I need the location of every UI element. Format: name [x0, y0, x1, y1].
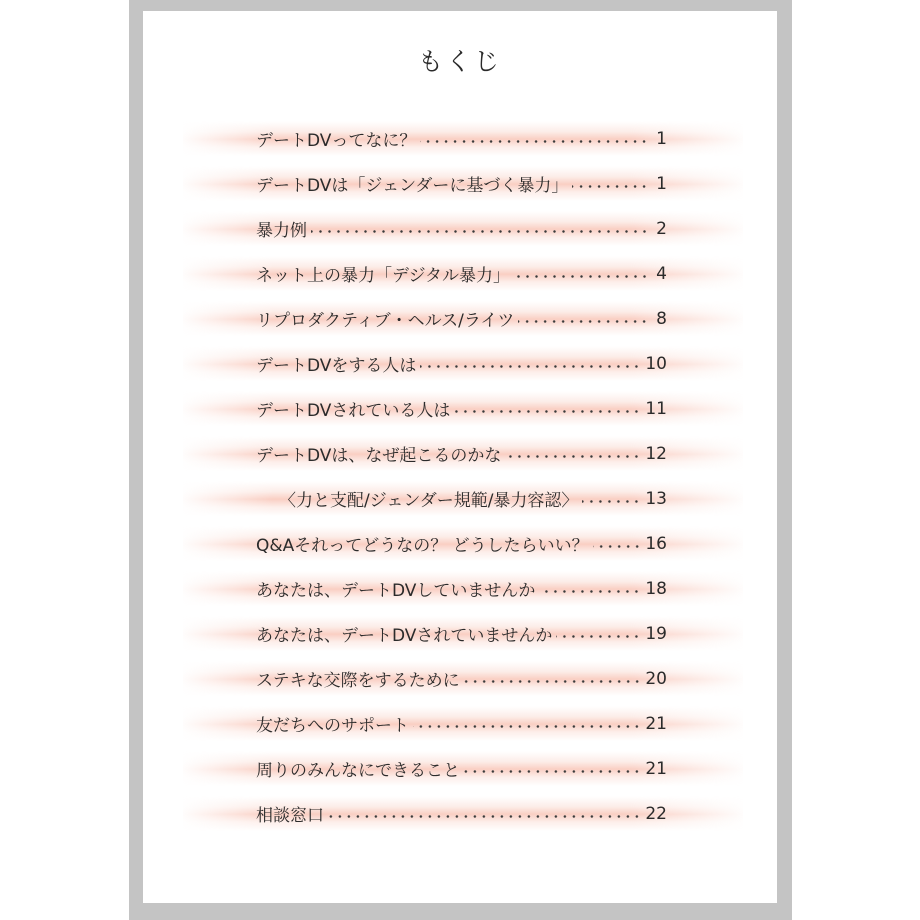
- dot-leader: [311, 230, 649, 233]
- dot-leader: [593, 545, 642, 548]
- dot-leader: [464, 680, 642, 683]
- toc-row[interactable]: [143, 296, 777, 341]
- toc-row[interactable]: [143, 161, 777, 206]
- toc-entry-title: 〈力と支配/ジェンダー規範/暴力容認〉: [279, 491, 579, 511]
- toc-entry-title: リプロダクティブ・ヘルス/ライツ: [256, 311, 515, 331]
- toc-row[interactable]: [143, 431, 777, 476]
- toc-row[interactable]: [143, 701, 777, 746]
- toc-entry-title: デートDVをする人は: [256, 356, 417, 376]
- toc-entry[interactable]: [256, 161, 667, 206]
- dot-leader: [505, 455, 641, 458]
- dot-leader: [464, 770, 641, 773]
- toc-entry[interactable]: [256, 521, 667, 566]
- toc-page-number: 20: [645, 668, 667, 689]
- dot-leader: [572, 185, 649, 188]
- toc-entry-title: 友だちへのサポート: [256, 716, 409, 736]
- page-title: もくじ: [417, 47, 502, 76]
- dot-leader: [518, 320, 649, 323]
- toc-page-number: 13: [645, 488, 667, 509]
- toc-page-number: 22: [645, 803, 667, 824]
- toc-entry-title: Q&Aそれってどうなの？ どうしたらいい？: [256, 536, 589, 556]
- toc-row[interactable]: [143, 656, 777, 701]
- toc-entry-title: デートDVってなに？: [256, 131, 417, 151]
- toc-page-number: 1: [656, 128, 667, 149]
- dot-leader: [420, 365, 641, 368]
- toc-page-number: 21: [645, 713, 667, 734]
- toc-entry-title: ステキな交際をするために: [256, 671, 460, 691]
- dot-leader: [420, 140, 649, 143]
- toc-entry-title: 相談窓口: [256, 806, 324, 826]
- toc-entry[interactable]: [256, 611, 667, 656]
- toc-entry[interactable]: [256, 116, 667, 161]
- toc-entry-title: ネット上の暴力「デジタル暴力」: [256, 266, 510, 286]
- toc-row[interactable]: [143, 746, 777, 791]
- toc-row[interactable]: [143, 611, 777, 656]
- toc-page-number: 2: [656, 218, 667, 239]
- toc-page-number: 16: [645, 533, 667, 554]
- dot-leader: [514, 275, 649, 278]
- toc-entry[interactable]: [256, 206, 667, 251]
- toc-entry-title: あなたは、デートDVしていませんか: [256, 581, 536, 601]
- page-frame: [129, 0, 792, 920]
- toc-entry[interactable]: [256, 656, 667, 701]
- toc-page-number: 11: [645, 398, 667, 419]
- toc-entry-title: デートDVは、なぜ起こるのかな: [256, 446, 502, 466]
- toc-entry-title: デートDVは「ジェンダーに基づく暴力」: [256, 176, 569, 196]
- toc-entry-title: デートDVされている人は: [256, 401, 451, 421]
- toc-row[interactable]: [143, 566, 777, 611]
- toc-entry[interactable]: [256, 791, 667, 836]
- dot-leader: [454, 410, 641, 413]
- table-of-contents: [143, 116, 777, 836]
- toc-page-number: 10: [645, 353, 667, 374]
- toc-entry-title: あなたは、デートDVされていませんか: [256, 626, 553, 646]
- toc-row[interactable]: [143, 521, 777, 566]
- dot-leader: [328, 815, 641, 818]
- toc-entry-title: 暴力例: [256, 221, 307, 241]
- toc-row[interactable]: [143, 386, 777, 431]
- toc-row[interactable]: [143, 791, 777, 836]
- toc-row[interactable]: [143, 116, 777, 161]
- document-page: [143, 11, 777, 903]
- toc-row[interactable]: [143, 251, 777, 296]
- dot-leader: [539, 590, 641, 593]
- dot-leader: [413, 725, 641, 728]
- toc-row[interactable]: [143, 341, 777, 386]
- dot-leader: [556, 635, 641, 638]
- toc-page-number: 18: [645, 578, 667, 599]
- toc-entry[interactable]: [256, 251, 667, 296]
- dot-leader: [582, 500, 641, 503]
- toc-entry[interactable]: [256, 386, 667, 431]
- toc-page-number: 4: [656, 263, 667, 284]
- toc-page-number: 21: [645, 758, 667, 779]
- toc-page-number: 1: [656, 173, 667, 194]
- toc-entry[interactable]: [256, 566, 667, 611]
- toc-page-number: 8: [656, 308, 667, 329]
- toc-row[interactable]: [143, 206, 777, 251]
- toc-entry-title: 周りのみんなにできること: [256, 761, 460, 781]
- toc-entry[interactable]: [256, 701, 667, 746]
- toc-entry[interactable]: [279, 476, 667, 521]
- toc-page-number: 19: [645, 623, 667, 644]
- toc-entry[interactable]: [256, 296, 667, 341]
- toc-row-subentry[interactable]: [143, 476, 777, 521]
- toc-entry[interactable]: [256, 746, 667, 791]
- toc-entry[interactable]: [256, 341, 667, 386]
- toc-page-number: 12: [645, 443, 667, 464]
- toc-entry[interactable]: [256, 431, 667, 476]
